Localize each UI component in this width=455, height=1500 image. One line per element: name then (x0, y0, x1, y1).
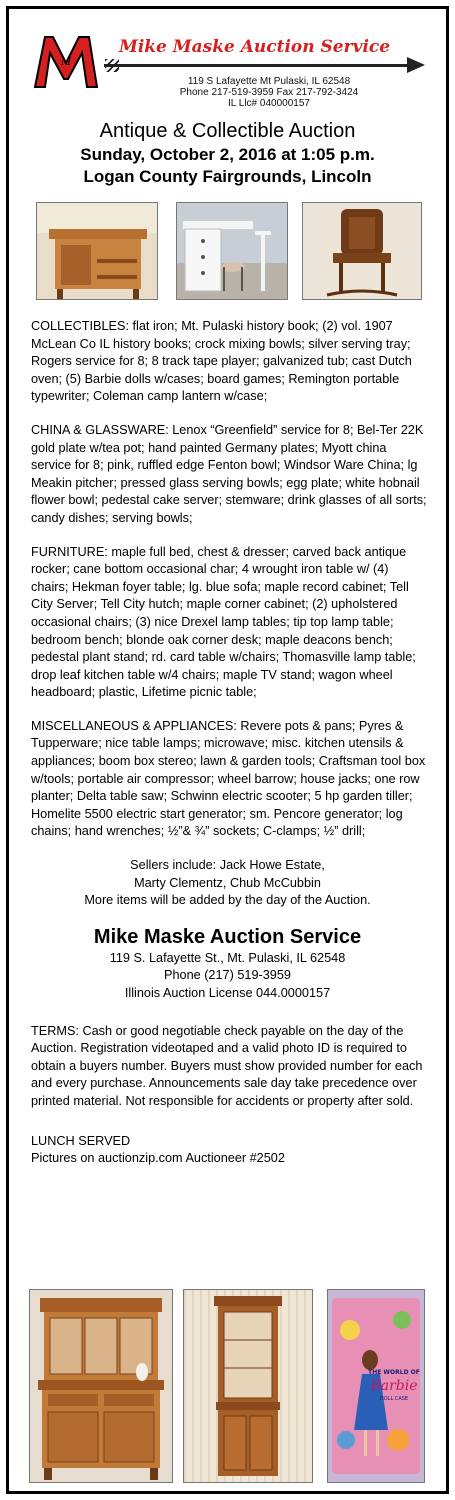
top-photo-row (9, 202, 446, 302)
auction-title (9, 119, 446, 188)
collectibles-text: COLLECTIBLES: flat iron; Mt. Pulaski history book; (2) vol. 1907 McLean Co IL history books; crock mixing bowls; silver serving tray; Rogers service for 8; 8 track tape player; galvanized tub; cast Dutch oven; (5) Barbie dolls w/cases; board games; Remington portable typewriter; Coleman camp lantern w/case; (31, 319, 412, 404)
misc-appliances-section (9, 718, 446, 841)
photo-barbie-doll-case (327, 1289, 425, 1483)
header-phone-fax: Phone 217-519-3959 Fax 217-792-3424 (179, 87, 359, 98)
svg-text:M: M (60, 57, 72, 68)
photo-corner-cabinet (183, 1289, 313, 1483)
flyer-frame (6, 6, 449, 1494)
misc-appliances-text: MISCELLANEOUS & APPLIANCES: Revere pots & pans; Pyres & Tupperware; nice table lamps; microwave; misc. kitchen utensils & appliances; boom box stereo; lawn & garden tools; Craftsman tool box w/tools; portable air compressor; wheel barrow; house jacks; one row planter; Delta table saw; Schwinn electric scooter; 5 hp garden tiller; Homelite 5500 electric start generator; sm. Pencore generator; log chains; hand wrenches; ½”& ¾” sockets; C-clamps; ½” drill; (31, 718, 426, 839)
company-name: Mike Maske Auction Service (119, 37, 391, 57)
book-title-line1: THE WORLD OF (368, 1369, 420, 1376)
china-glassware-text: CHINA & GLASSWARE: Lenox “Greenfield” service for 8; Bel-Ter 22K gold plate w/tea pot; hand painted Germany plates; Myott china service for 8; pink, ruffled edge Fenton bowl; Windsor Ware China; lg Meakin pitcher; pressed glass serving bowls; egg plate; white hobnail flower bowl; pedestal cake server; stemware; drink glasses of all sorts; candy dishes; serving bowls; (31, 422, 427, 525)
header (9, 9, 446, 109)
photo-maple-server (36, 202, 158, 300)
header-address: 119 S Lafayette Mt Pulaski, IL 62548 (187, 76, 351, 87)
furniture-section (9, 544, 446, 702)
auction-date: Sunday, October 2, 2016 at 1:05 p.m. (80, 145, 375, 164)
arrow-head-icon (407, 57, 425, 73)
book-subtitle: DOLL CASE (379, 1396, 409, 1402)
arrow-shaft (104, 64, 414, 67)
china-glassware-section (9, 422, 446, 528)
company-logo-icon (31, 29, 101, 91)
bottom-photo-row (9, 1289, 446, 1489)
footer-notes (9, 1133, 446, 1168)
business-phone: Phone (217) 519-3959 (164, 968, 291, 983)
photo-tell-city-hutch (29, 1289, 173, 1483)
business-block (9, 924, 446, 1003)
lunch-served: LUNCH SERVED (31, 1133, 131, 1148)
collectibles-section (9, 318, 446, 406)
header-license: IL Llc# 040000157 (228, 98, 310, 109)
auction-location: Logan County Fairgrounds, Lincoln (83, 167, 372, 186)
auction-title-line1: Antique & Collectible Auction (99, 120, 356, 142)
sellers-line3: More items will be added by the day of the Auction. (84, 893, 371, 908)
pictures-auctioneer: Pictures on auctionzip.com Auctioneer #2502 (31, 1151, 285, 1166)
photo-white-desk (176, 202, 288, 300)
business-address: 119 S. Lafayette St., Mt. Pulaski, IL 62548 (109, 950, 346, 965)
sellers-line1: Sellers include: Jack Howe Estate, (130, 858, 325, 873)
photo-antique-rocker (302, 202, 422, 300)
furniture-text: FURNITURE: maple full bed, chest & dresser; carved back antique rocker; cane bottom occasional char; 4 wrought iron table w/ (4) chairs; Hekman foyer table; lg. blue sofa; maple record cabinet; Tell City Server; Tell City hutch; maple corner cabinet; (2) upholstered occasional chairs; (3) nice Drexel lamp tables; tip top lamp table; bedroom bench; blonde oak corner desk; maple deacons bench; pedestal plant stand; rd. card table w/chairs; Thomasville lamp table; drop leaf kitchen table w/4 chairs; maple TV stand; wagon wheel headboard; plastic, Lifetime picnic table; (31, 544, 416, 700)
business-name: Mike Maske Auction Service (93, 925, 362, 948)
terms-section (9, 1023, 446, 1111)
terms-text: TERMS: Cash or good negotiable check payable on the day of the Auction. Registration videotaped and a valid photo ID is required to obtain a buyers number. Buyers must show provided number for each and every purchase. Announcements sale day take precedence over printed material. Not responsible for accidents or property after sold. (31, 1023, 423, 1108)
sellers-line2: Marty Clementz, Chub McCubbin (134, 875, 321, 890)
header-contact (129, 76, 409, 109)
book-brand: Barbie (370, 1378, 418, 1394)
sellers-block (9, 857, 446, 910)
business-license: Illinois Auction License 044.0000157 (124, 986, 331, 1000)
